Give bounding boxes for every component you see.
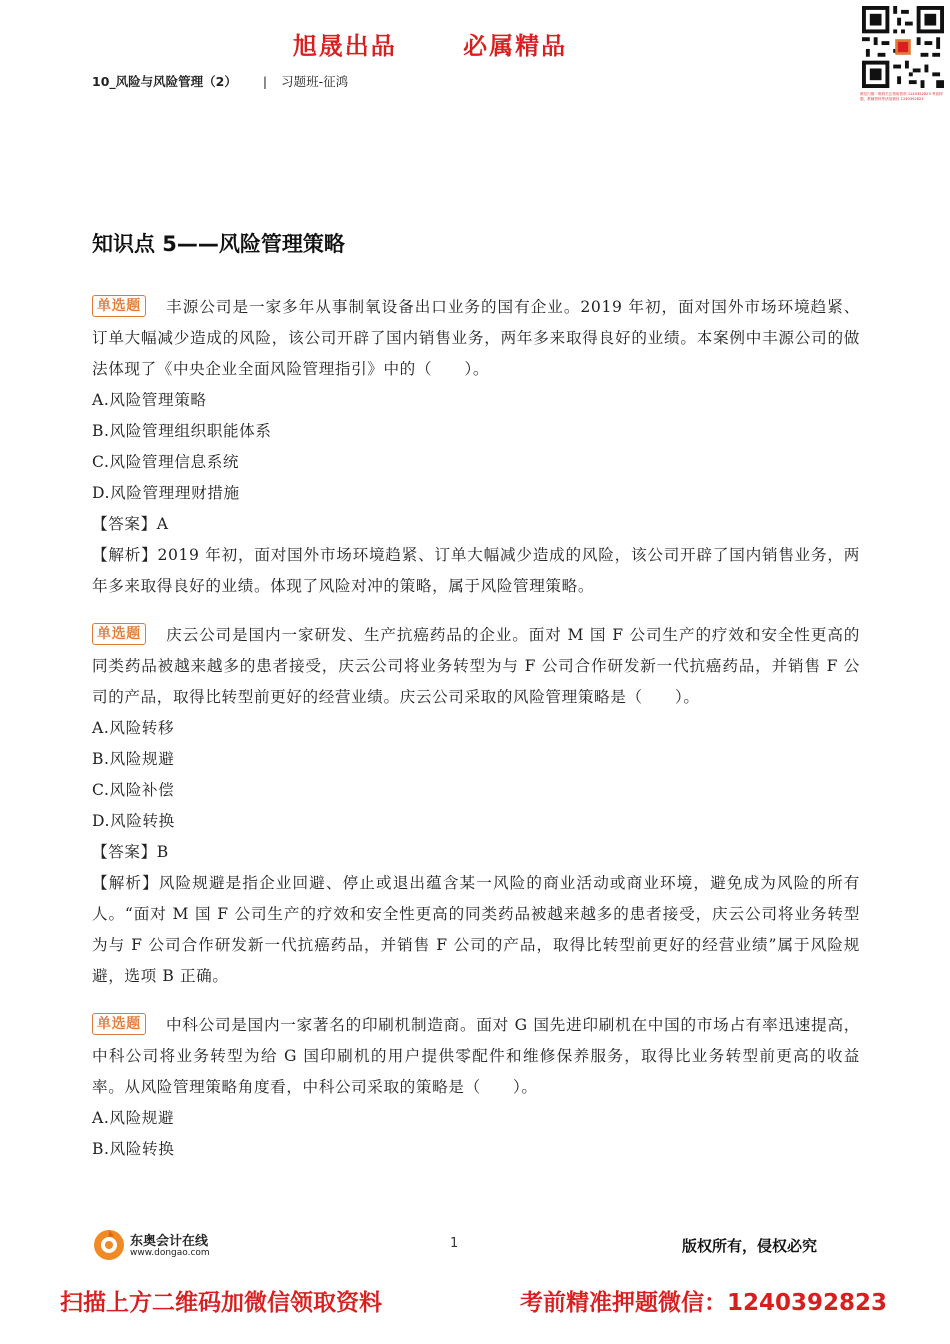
analysis: 【解析】2019 年初，面对国外市场环境趋紧、订单大幅减少造成的风险，该公司开辟了国内销售业务，两年多来取得良好的业绩。体现了风险对冲的策略，属于风险管理策略。 [92,546,860,595]
question-2 [92,620,860,992]
question-1 [92,292,860,602]
option-b: B.风险规避 [92,750,175,768]
option-b: B.风险转换 [92,1140,175,1158]
logo-name: 东奥会计在线 [130,1234,209,1249]
chapter-title: 10_风险与风险管理（2） [92,74,237,89]
dongao-logo [92,1226,232,1266]
option-a: A.风险管理策略 [92,391,207,409]
section-title: 知识点 5——风险管理策略 [92,232,345,256]
question-type-badge: 单选题 [92,1013,146,1035]
option-b: B.风险管理组织职能体系 [92,422,272,440]
answer: 【答案】A [92,515,169,533]
question-3 [92,1010,860,1165]
option-c: C.风险管理信息系统 [92,453,240,471]
option-d: D.风险管理理财措施 [92,484,240,502]
question-stem: 庆云公司是国内一家研发、生产抗癌药品的企业。面对 M 国 F 公司生产的疗效和安全性更高的同类药品被越来越多的患者接受，庆云公司将业务转型为与 F 公司合作研发新一代抗癌药品，并销售 F 公司的产品，取得比转型前更好的经营业绩。庆云公司采取的风险管理策略是（ ）。 [92,626,860,706]
top-banner-right: 必属精品 [463,32,568,60]
top-banner [0,26,860,61]
option-d: D.风险转换 [92,812,175,830]
top-banner-left: 旭晟出品 [292,32,397,60]
bottom-banner-left: 扫描上方二维码加微信领取资料 [60,1290,382,1316]
copyright-notice: 版权所有，侵权必究 [682,1237,818,1255]
answer: 【答案】B [92,843,169,861]
qr-caption: 微信扫描二维码关注领取资料 1240392823 考前押题、教辅资料等请加微信 1240392823 [860,92,943,101]
question-type-badge: 单选题 [92,295,146,317]
question-stem: 中科公司是国内一家著名的印刷机制造商。面对 G 国先进印刷机在中国的市场占有率迅速提高，中科公司将业务转型为给 G 国印刷机的用户提供零配件和维修保养服务，取得比业务转型前更高的收益率。从风险管理策略角度看，中科公司采取的策略是（ ）。 [92,1016,860,1096]
course-name: 习题班-征鸿 [281,74,349,89]
header-separator: | [262,74,268,89]
logo-url: www.dongao.com [130,1248,210,1258]
analysis: 【解析】风险规避是指企业回避、停止或退出蕴含某一风险的商业活动或商业环境，避免成为风险的所有人。“面对 M 国 F 公司生产的疗效和安全性更高的同类药品被越来越多的患者接受，庆云公司将业务转型为与 F 公司合作研发新一代抗癌药品，并销售 F 公司的产品，取得比转型前更好的经营业绩”属于风险规避，选项 B 正确。 [92,874,860,985]
page-number: 1 [450,1236,459,1251]
question-list [92,292,860,1183]
question-type-badge: 单选题 [92,623,146,645]
option-c: C.风险补偿 [92,781,175,799]
bottom-banner-right: 考前精准押题微信：1240392823 [520,1290,888,1316]
option-a: A.风险转移 [92,719,175,737]
dongao-logo-icon [92,1228,126,1262]
question-stem: 丰源公司是一家多年从事制氧设备出口业务的国有企业。2019 年初，面对国外市场环境趋紧、订单大幅减少造成的风险，该公司开辟了国内销售业务，两年多来取得良好的业绩。本案例中丰源公司的做法体现了《中央企业全面风险管理指引》中的（ ）。 [92,298,860,378]
option-a: A.风险规避 [92,1109,175,1127]
qr-code [862,6,944,88]
running-header [92,72,348,90]
